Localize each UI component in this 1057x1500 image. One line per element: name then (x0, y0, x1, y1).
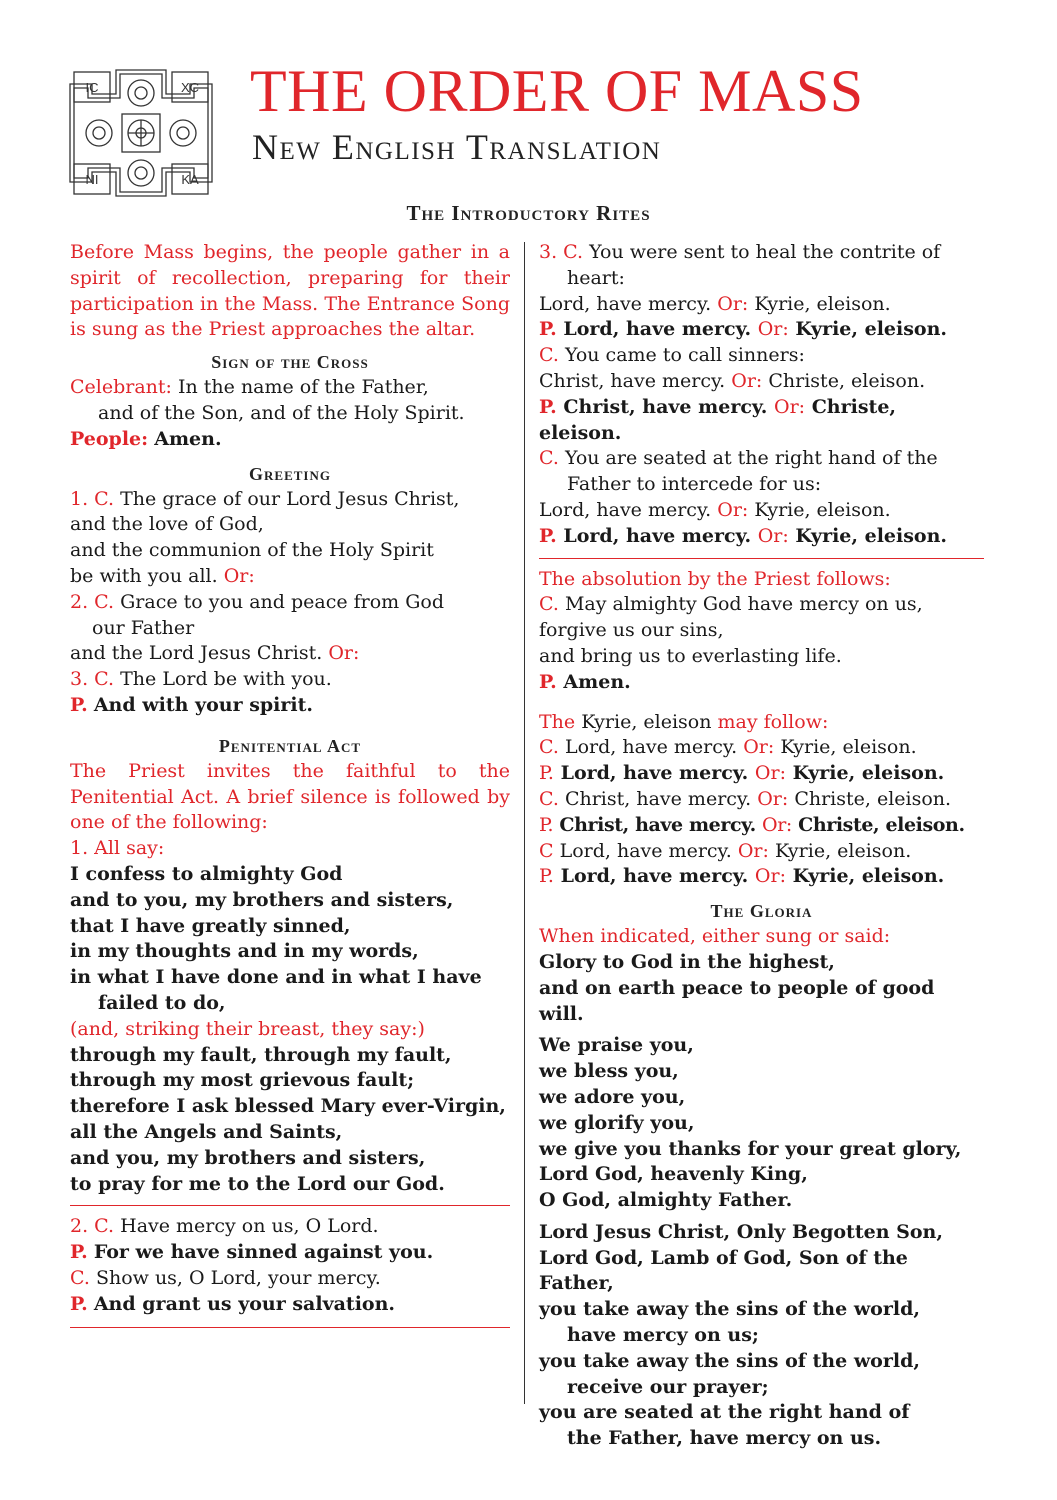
greeting-3-response-text: And with your spirit. (93, 693, 314, 716)
or-label: Or: (757, 318, 789, 341)
absolution-response (539, 670, 984, 696)
p-label: P. (539, 524, 557, 547)
kyrie-line-2 (539, 787, 984, 813)
gloria-rubric: When indicated, either sung or said: (539, 925, 891, 948)
gloria-line: Lord God, heavenly King, (539, 1163, 808, 1186)
christ-mercy-text: Christ, have mercy. (564, 787, 752, 810)
christe-text: Christe, eleison. (539, 395, 897, 444)
greeting-1-text-4: be with you all. (70, 564, 218, 587)
or-label: Or: (731, 369, 763, 392)
or-label: Or: (774, 395, 806, 418)
absolution-rubric: The absolution by the Priest follows: (539, 567, 891, 590)
gloria-line: Glory to God in the highest, (539, 950, 835, 973)
kyrie-text: Kyrie, eleison. (792, 865, 945, 888)
gloria-line: We praise you, (539, 1034, 694, 1057)
kyrie-response-3 (539, 864, 984, 890)
kyrie-rubric-may: may follow: (717, 710, 829, 733)
christe-text: Christe, eleison. (768, 369, 926, 392)
greeting-1-line-2: and the love of God, (70, 513, 264, 536)
or-label: Or: (754, 865, 786, 888)
lord-mercy-line-2 (539, 498, 984, 524)
left-column (70, 240, 510, 1328)
confiteor-line: through my most grievous fault; (70, 1069, 415, 1092)
confiteor-part-1 (70, 862, 510, 991)
form-3-number: 3. C. (539, 241, 584, 263)
kyrie-text: Kyrie, eleison. (795, 524, 948, 547)
confiteor-line: I confess to almighty God (70, 862, 343, 885)
p-label: P. (539, 318, 557, 341)
or-label: Or: (757, 787, 789, 810)
sign-line-1 (70, 375, 510, 401)
cross-logo-icon (64, 66, 218, 200)
gloria-line: we adore you, (539, 1085, 686, 1108)
kyrie-line-1 (539, 735, 984, 761)
confiteor-line: and you, my brothers and sisters, (70, 1146, 426, 1169)
form-2-response-1-text: For we have sinned against you. (93, 1241, 434, 1264)
confiteor-part-2 (70, 1043, 510, 1198)
kyrie-text: Kyrie, eleison. (792, 762, 945, 785)
intro-rubric: Before Mass begins, the people gather in a spirit of recollection, preparing for their participation in the Mass. The Entrance Song is sung as the Priest approaches the altar. (70, 241, 510, 341)
absolution-line-2: forgive us our sins, (539, 619, 724, 642)
form-3-text-3: You are seated at the right hand of the (564, 447, 938, 470)
gloria-have-mercy-line: have mercy on us; (567, 1324, 759, 1347)
greeting-2-line-2: our Father (92, 616, 195, 639)
confiteor-line: through my fault, through my fault, (70, 1043, 452, 1066)
kyrie-response-1 (539, 761, 984, 787)
form-2-line-2 (70, 1266, 510, 1292)
or-label: Or: (737, 839, 769, 862)
christ-mercy-text: Christ, have mercy. (563, 395, 768, 418)
gloria-line: we give you thanks for your great glory, (539, 1137, 962, 1160)
c-label: C. (539, 447, 559, 470)
kyrie-text: Kyrie, eleison. (774, 839, 912, 862)
confiteor-line: that I have greatly sinned, (70, 914, 351, 937)
greeting-1-number: 1. C. (70, 487, 115, 510)
greeting-1-text-1: The grace of our Lord Jesus Christ, (120, 487, 460, 510)
form-2-response-2 (70, 1292, 510, 1318)
p-label: P. (539, 395, 557, 418)
lord-mercy-text: Lord, have mercy. (563, 524, 752, 547)
or-label: Or: (754, 762, 786, 785)
greeting-3-number: 3. C. (70, 668, 115, 691)
lord-mercy-text: Lord, have mercy. (539, 498, 712, 521)
confiteor-line: in my thoughts and in my words, (70, 940, 419, 963)
page-subtitle: New English Translation (252, 127, 662, 167)
lord-mercy-text: Lord, have mercy. (539, 292, 712, 315)
p-label: P. (539, 762, 554, 785)
gloria-seated-line: you are seated at the right hand of (539, 1401, 910, 1424)
form-3-line-3 (539, 446, 984, 472)
kyrie-text: Kyrie, eleison. (754, 292, 891, 315)
christe-text: Christe, eleison. (798, 813, 965, 836)
confiteor-line: all the Angels and Saints, (70, 1120, 343, 1143)
confiteor-failed-line: failed to do, (98, 991, 226, 1014)
amen-text: Amen. (563, 670, 631, 693)
kyrie-rubric-text: Kyrie, eleison (581, 710, 712, 733)
kyrie-text: Kyrie, eleison. (754, 498, 891, 521)
lord-mercy-line-1 (539, 292, 984, 318)
c-label: C. (539, 593, 559, 616)
all-say-label: 1. All say: (70, 837, 165, 860)
form-2-number: 2. C. (70, 1215, 115, 1238)
confiteor-line: and to you, my brothers and sisters, (70, 888, 454, 911)
gloria-line: we glorify you, (539, 1111, 695, 1134)
kyrie-text: Kyrie, eleison. (795, 318, 948, 341)
or-label: Or: (223, 564, 255, 587)
lord-mercy-response-1 (539, 317, 984, 343)
gloria-receive-line: receive our prayer; (567, 1375, 769, 1398)
form-2-response-2-text: And grant us your salvation. (93, 1292, 396, 1315)
greeting-1-line-1 (70, 487, 510, 513)
greeting-2-line-1 (70, 590, 510, 616)
kyrie-line-3 (539, 839, 984, 865)
logo-xc-text: XC (180, 80, 200, 95)
christ-mercy-text: Christ, have mercy. (559, 813, 756, 836)
greeting-2-number: 2. C. (70, 590, 115, 613)
p-label: P. (70, 1292, 88, 1315)
p-label: P. (70, 693, 88, 716)
c-label: C. (539, 736, 559, 759)
red-rule (70, 1327, 510, 1328)
c-label: C. (70, 1266, 90, 1289)
greeting-1-line-3: and the communion of the Holy Spirit (70, 539, 434, 562)
people-line (70, 427, 510, 453)
header (0, 0, 1057, 200)
logo-ic-text: IC (85, 80, 99, 95)
gloria-heading: The Gloria (710, 901, 813, 922)
form-3-line-1 (539, 240, 984, 266)
or-label: Or: (743, 736, 775, 759)
kyrie-rubric-the: The (539, 710, 576, 733)
lord-mercy-text: Lord, have mercy. (560, 865, 749, 888)
sign-text-1: In the name of the Father, (178, 376, 429, 399)
christ-mercy-text: Christ, have mercy. (539, 369, 726, 392)
greeting-2-text-3: and the Lord Jesus Christ. (70, 642, 323, 665)
form-3-line-1b: heart: (567, 266, 625, 289)
greeting-1-line-4 (70, 564, 510, 590)
confiteor-line: therefore I ask blessed Mary ever-Virgin, (70, 1095, 506, 1118)
gloria-line: O God, almighty Father. (539, 1189, 793, 1212)
or-label: Or: (717, 292, 749, 315)
christ-mercy-line-1 (539, 369, 984, 395)
confiteor-line: to pray for me to the Lord our God. (70, 1172, 445, 1195)
gloria-line: and on earth peace to people of good will. (539, 976, 935, 1025)
p-label: P. (539, 670, 557, 693)
form-3-text-1: You were sent to heal the contrite of (589, 241, 941, 263)
gloria-line: we bless you, (539, 1060, 679, 1083)
p-label: P. (539, 813, 554, 836)
c-label: C. (539, 344, 559, 367)
absolution-text-1: May almighty God have mercy on us, (564, 593, 923, 616)
lord-mercy-text: Lord, have mercy. (564, 736, 738, 759)
penitential-intro: The Priest invites the faithful to the Penitential Act. A brief silence is followed by one of the following: (70, 759, 510, 834)
c-label: C. (539, 787, 559, 810)
gloria-father-mercy-line: the Father, have mercy on us. (567, 1427, 882, 1450)
kyrie-rubric (539, 710, 984, 736)
section-title: The Introductory Rites (406, 201, 651, 225)
lord-mercy-text: Lord, have mercy. (559, 839, 732, 862)
or-label: Or: (757, 524, 789, 547)
greeting-2-line-3 (70, 641, 510, 667)
or-label: Or: (717, 498, 749, 521)
kyrie-text: Kyrie, eleison. (780, 736, 917, 759)
greeting-3-text: The Lord be with you. (120, 668, 332, 691)
gloria-line: you take away the sins of the world, (539, 1298, 920, 1321)
confiteor-line: in what I have done and in what I have (70, 966, 482, 989)
logo-ni-text: NI (85, 172, 99, 187)
greeting-2-text-1: Grace to you and peace from God (120, 590, 445, 613)
form-3-line-3b: Father to intercede for us: (567, 473, 822, 496)
greeting-3-response (70, 693, 510, 719)
form-3-text-2: You came to call sinners: (564, 344, 805, 367)
greeting-heading: Greeting (249, 463, 331, 484)
gloria-line: Lord Jesus Christ, Only Begotten Son, (539, 1220, 943, 1243)
penitential-act-heading: Penitential Act (218, 735, 362, 756)
gloria-take-away-line-2: you take away the sins of the world, (539, 1349, 920, 1372)
lord-mercy-text: Lord, have mercy. (563, 318, 752, 341)
form-2-text-2: Show us, O Lord, your mercy. (95, 1266, 381, 1289)
christ-mercy-response-1 (539, 395, 984, 447)
or-label: Or: (762, 813, 792, 836)
people-response: Amen. (154, 427, 222, 450)
right-column (539, 240, 984, 1452)
sign-of-cross-heading: Sign of the Cross (211, 352, 369, 373)
lord-mercy-response-2 (539, 524, 984, 550)
christe-text: Christe, eleison. (794, 787, 952, 810)
striking-rubric: (and, striking their breast, they say:) (70, 1017, 425, 1040)
kyrie-response-2 (539, 813, 984, 839)
form-2-line-1 (70, 1214, 510, 1240)
column-divider (524, 242, 525, 1404)
form-2-response-1 (70, 1240, 510, 1266)
absolution-line-1 (539, 592, 984, 618)
people-label: People: (70, 427, 149, 450)
p-label: P. (70, 1241, 88, 1264)
absolution-line-3: and bring us to everlasting life. (539, 644, 842, 667)
lord-mercy-text: Lord, have mercy. (560, 762, 749, 785)
greeting-3-line-1 (70, 667, 510, 693)
celebrant-label: Celebrant: (70, 376, 172, 399)
gloria-stanza-3 (539, 1220, 984, 1323)
p-label: P. (539, 865, 554, 888)
form-2-text-1: Have mercy on us, O Lord. (120, 1215, 379, 1238)
logo-ka-text: KA (181, 172, 199, 187)
page-title: THE ORDER OF MASS (250, 58, 864, 124)
gloria-stanza-1 (539, 950, 984, 1027)
sign-line-2: and of the Son, and of the Holy Spirit. (98, 401, 465, 424)
c-label: C (539, 839, 554, 862)
gloria-stanza-2 (539, 1033, 984, 1214)
or-label: Or: (328, 642, 360, 665)
form-3-line-2 (539, 343, 984, 369)
gloria-line: Lord God, Lamb of God, Son of the Father, (539, 1246, 908, 1295)
